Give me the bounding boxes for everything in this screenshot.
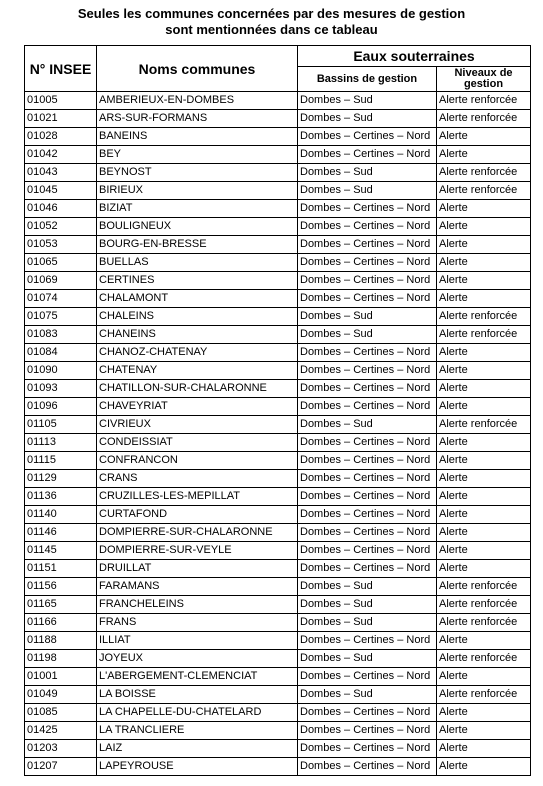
commune-name-cell: LA TRANCLIERE [97,722,298,740]
commune-name-cell: CONDEISSIAT [97,434,298,452]
niveau-cell: Alerte renforcée [437,164,531,182]
bassin-cell: Dombes – Sud [298,164,437,182]
commune-name-cell: CIVRIEUX [97,416,298,434]
insee-cell: 01166 [25,614,97,632]
niveau-cell: Alerte [437,290,531,308]
niveau-cell: Alerte [437,758,531,776]
bassin-cell: Dombes – Certines – Nord [298,398,437,416]
insee-cell: 01093 [25,380,97,398]
bassin-cell: Dombes – Certines – Nord [298,272,437,290]
table-row [25,434,531,452]
niveau-cell: Alerte [437,272,531,290]
commune-name-cell: AMBERIEUX-EN-DOMBES [97,92,298,110]
niveau-cell: Alerte [437,236,531,254]
niveau-cell: Alerte [437,254,531,272]
table-row [25,632,531,650]
table-row [25,704,531,722]
niveau-cell: Alerte renforcée [437,92,531,110]
niveau-cell: Alerte [437,560,531,578]
insee-cell: 01115 [25,452,97,470]
insee-cell: 01165 [25,596,97,614]
bassin-cell: Dombes – Certines – Nord [298,560,437,578]
table-row [25,650,531,668]
title-line-1: Seules les communes concernées par des mesures de gestion [77,6,466,21]
niveau-cell: Alerte [437,722,531,740]
commune-name-cell: CHANEINS [97,326,298,344]
bassin-cell: Dombes – Certines – Nord [298,236,437,254]
insee-cell: 01074 [25,290,97,308]
commune-name-cell: CHALEINS [97,308,298,326]
bassin-cell: Dombes – Sud [298,614,437,632]
bassin-cell: Dombes – Certines – Nord [298,344,437,362]
insee-cell: 01084 [25,344,97,362]
header-bassins: Bassins de gestion [298,67,437,92]
niveau-cell: Alerte [437,380,531,398]
table-row [25,380,531,398]
bassin-cell: Dombes – Certines – Nord [298,632,437,650]
commune-name-cell: FARAMANS [97,578,298,596]
bassin-cell: Dombes – Certines – Nord [298,362,437,380]
niveau-cell: Alerte [437,506,531,524]
niveau-cell: Alerte [437,146,531,164]
bassin-cell: Dombes – Certines – Nord [298,290,437,308]
bassin-cell: Dombes – Certines – Nord [298,200,437,218]
bassin-cell: Dombes – Sud [298,110,437,128]
table-row [25,452,531,470]
bassin-cell: Dombes – Sud [298,578,437,596]
commune-name-cell: BUELLAS [97,254,298,272]
document-title [0,6,543,38]
commune-name-cell: ILLIAT [97,632,298,650]
table-row [25,542,531,560]
table-row [25,560,531,578]
commune-name-cell: FRANCHELEINS [97,596,298,614]
commune-name-cell: BOURG-EN-BRESSE [97,236,298,254]
niveau-cell: Alerte [437,452,531,470]
table-row [25,326,531,344]
bassin-cell: Dombes – Certines – Nord [298,146,437,164]
insee-cell: 01136 [25,488,97,506]
niveau-cell: Alerte [437,524,531,542]
table-body [25,92,531,776]
insee-cell: 01065 [25,254,97,272]
niveau-cell: Alerte renforcée [437,110,531,128]
header-niveaux: Niveaux de gestion [437,67,531,92]
table-row [25,416,531,434]
insee-cell: 01042 [25,146,97,164]
commune-name-cell: CHALAMONT [97,290,298,308]
insee-cell: 01140 [25,506,97,524]
commune-name-cell: FRANS [97,614,298,632]
commune-name-cell: BEYNOST [97,164,298,182]
commune-name-cell: CHATENAY [97,362,298,380]
commune-name-cell: CRANS [97,470,298,488]
insee-cell: 01005 [25,92,97,110]
niveau-cell: Alerte renforcée [437,182,531,200]
commune-name-cell: CERTINES [97,272,298,290]
commune-name-cell: BIZIAT [97,200,298,218]
insee-cell: 01105 [25,416,97,434]
table-row [25,128,531,146]
bassin-cell: Dombes – Sud [298,308,437,326]
commune-name-cell: ARS-SUR-FORMANS [97,110,298,128]
insee-cell: 01043 [25,164,97,182]
commune-name-cell: DOMPIERRE-SUR-VEYLE [97,542,298,560]
bassin-cell: Dombes – Certines – Nord [298,506,437,524]
table-row [25,182,531,200]
bassin-cell: Dombes – Certines – Nord [298,758,437,776]
bassin-cell: Dombes – Certines – Nord [298,668,437,686]
commune-name-cell: BIRIEUX [97,182,298,200]
niveau-cell: Alerte renforcée [437,596,531,614]
bassin-cell: Dombes – Sud [298,92,437,110]
table-row [25,614,531,632]
niveau-cell: Alerte [437,668,531,686]
insee-cell: 01156 [25,578,97,596]
niveau-cell: Alerte [437,128,531,146]
table-row [25,164,531,182]
commune-name-cell: DRUILLAT [97,560,298,578]
niveau-cell: Alerte [437,344,531,362]
bassin-cell: Dombes – Sud [298,416,437,434]
niveau-cell: Alerte [437,434,531,452]
table-row [25,308,531,326]
niveau-cell: Alerte [437,632,531,650]
commune-name-cell: CHAVEYRIAT [97,398,298,416]
commune-name-cell: BEY [97,146,298,164]
table-row [25,290,531,308]
bassin-cell: Dombes – Certines – Nord [298,740,437,758]
table-row [25,254,531,272]
commune-name-cell: LA BOISSE [97,686,298,704]
table-row [25,110,531,128]
commune-name-cell: CONFRANCON [97,452,298,470]
niveau-cell: Alerte [437,740,531,758]
commune-name-cell: L'ABERGEMENT-CLEMENCIAT [97,668,298,686]
table-row [25,668,531,686]
header-communes: Noms communes [97,46,298,92]
niveau-cell: Alerte renforcée [437,578,531,596]
table-row [25,92,531,110]
bassin-cell: Dombes – Certines – Nord [298,452,437,470]
commune-name-cell: CRUZILLES-LES-MEPILLAT [97,488,298,506]
bassin-cell: Dombes – Sud [298,326,437,344]
niveau-cell: Alerte renforcée [437,614,531,632]
niveau-cell: Alerte renforcée [437,650,531,668]
bassin-cell: Dombes – Sud [298,596,437,614]
insee-cell: 01129 [25,470,97,488]
commune-name-cell: DOMPIERRE-SUR-CHALARONNE [97,524,298,542]
insee-cell: 01028 [25,128,97,146]
table-row [25,236,531,254]
insee-cell: 01151 [25,560,97,578]
insee-cell: 01053 [25,236,97,254]
table-row [25,272,531,290]
niveau-cell: Alerte renforcée [437,416,531,434]
insee-cell: 01146 [25,524,97,542]
insee-cell: 01203 [25,740,97,758]
table-row [25,722,531,740]
bassin-cell: Dombes – Certines – Nord [298,524,437,542]
insee-cell: 01045 [25,182,97,200]
header-eaux-souterraines: Eaux souterraines [298,46,531,67]
insee-cell: 01188 [25,632,97,650]
niveau-cell: Alerte renforcée [437,326,531,344]
commune-name-cell: BOULIGNEUX [97,218,298,236]
bassin-cell: Dombes – Certines – Nord [298,488,437,506]
table-row [25,470,531,488]
niveau-cell: Alerte renforcée [437,308,531,326]
table-row [25,686,531,704]
bassin-cell: Dombes – Sud [298,650,437,668]
insee-cell: 01049 [25,686,97,704]
table-row [25,362,531,380]
table-row [25,578,531,596]
bassin-cell: Dombes – Certines – Nord [298,434,437,452]
insee-cell: 01198 [25,650,97,668]
bassin-cell: Dombes – Certines – Nord [298,470,437,488]
niveau-cell: Alerte [437,218,531,236]
bassin-cell: Dombes – Sud [298,686,437,704]
insee-cell: 01085 [25,704,97,722]
bassin-cell: Dombes – Certines – Nord [298,218,437,236]
niveau-cell: Alerte [437,488,531,506]
commune-name-cell: LA CHAPELLE-DU-CHATELARD [97,704,298,722]
bassin-cell: Dombes – Certines – Nord [298,380,437,398]
commune-name-cell: BANEINS [97,128,298,146]
table-row [25,488,531,506]
niveau-cell: Alerte renforcée [437,686,531,704]
table-row [25,344,531,362]
insee-cell: 01021 [25,110,97,128]
insee-cell: 01069 [25,272,97,290]
commune-name-cell: CURTAFOND [97,506,298,524]
table-header [25,46,531,92]
bassin-cell: Dombes – Sud [298,182,437,200]
bassin-cell: Dombes – Certines – Nord [298,128,437,146]
commune-name-cell: CHANOZ-CHATENAY [97,344,298,362]
bassin-cell: Dombes – Certines – Nord [298,704,437,722]
header-insee: N° INSEE [25,46,97,92]
title-line-2: sont mentionnées dans ce tableau [165,22,378,37]
table-row [25,218,531,236]
niveau-cell: Alerte [437,542,531,560]
commune-name-cell: LAPEYROUSE [97,758,298,776]
commune-name-cell: CHATILLON-SUR-CHALARONNE [97,380,298,398]
table-row [25,740,531,758]
insee-cell: 01052 [25,218,97,236]
bassin-cell: Dombes – Certines – Nord [298,722,437,740]
insee-cell: 01046 [25,200,97,218]
insee-cell: 01425 [25,722,97,740]
niveau-cell: Alerte [437,200,531,218]
niveau-cell: Alerte [437,398,531,416]
insee-cell: 01001 [25,668,97,686]
table-row [25,200,531,218]
table-row [25,146,531,164]
insee-cell: 01113 [25,434,97,452]
niveau-cell: Alerte [437,704,531,722]
insee-cell: 01090 [25,362,97,380]
niveau-cell: Alerte [437,362,531,380]
table-row [25,506,531,524]
table-row [25,398,531,416]
bassin-cell: Dombes – Certines – Nord [298,254,437,272]
insee-cell: 01083 [25,326,97,344]
bassin-cell: Dombes – Certines – Nord [298,542,437,560]
insee-cell: 01207 [25,758,97,776]
insee-cell: 01075 [25,308,97,326]
niveau-cell: Alerte [437,470,531,488]
commune-name-cell: JOYEUX [97,650,298,668]
table-row [25,596,531,614]
table-row [25,758,531,776]
table-row [25,524,531,542]
insee-cell: 01096 [25,398,97,416]
commune-name-cell: LAIZ [97,740,298,758]
insee-cell: 01145 [25,542,97,560]
communes-table [24,45,531,776]
